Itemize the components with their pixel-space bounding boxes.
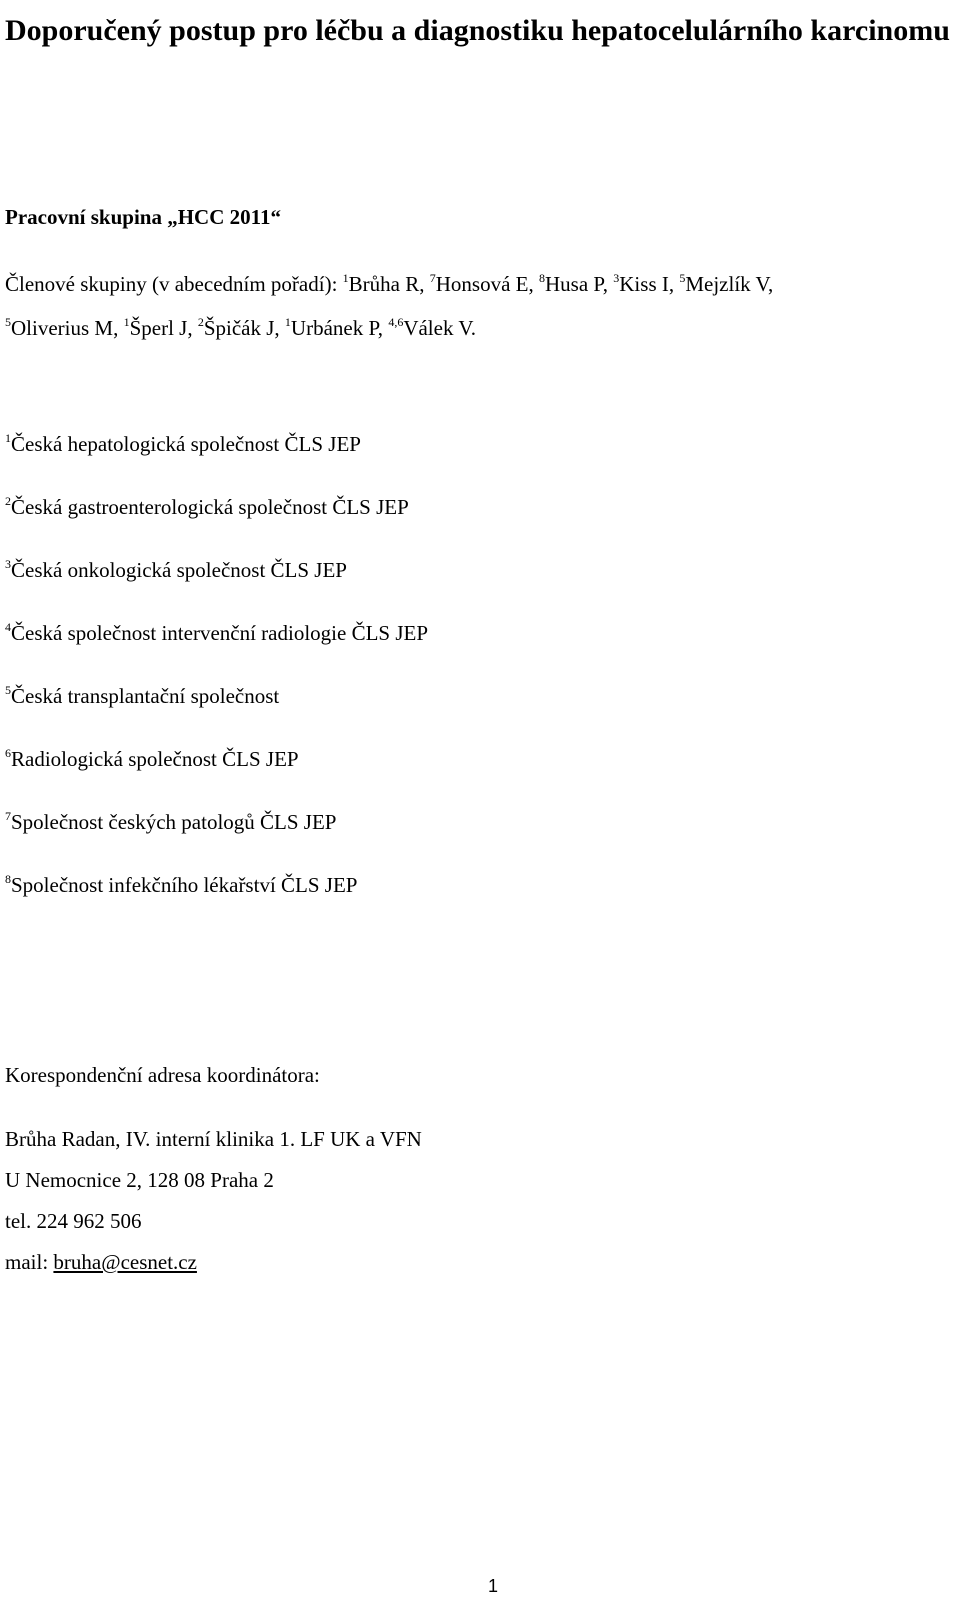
affiliation-item [5, 871, 357, 899]
member-name: Brůha R, [348, 272, 430, 296]
member-affiliation-number: 5 [679, 271, 686, 285]
member-name: Válek V. [403, 316, 477, 340]
affiliation-number: 5 [5, 683, 11, 697]
contact-name-line: Brůha Radan, IV. interní klinika 1. LF UK a VFN [5, 1127, 422, 1151]
affiliation-number: 3 [5, 557, 11, 571]
affiliation-number: 4 [5, 620, 11, 634]
member-name: Kiss I, [619, 272, 680, 296]
members-intro: Členové skupiny (v abecedním pořadí): [5, 272, 343, 296]
email-link[interactable]: bruha@cesnet.cz [53, 1250, 197, 1274]
affiliation-item [5, 619, 428, 647]
affiliation-number: 6 [5, 746, 11, 760]
member-name: Urbánek P, [290, 316, 389, 340]
affiliation-text: Česká gastroenterologická společnost ČLS JEP [11, 495, 409, 519]
affiliation-item [5, 808, 336, 836]
page-number: 1 [488, 1576, 499, 1596]
affiliation-text: Česká společnost intervenční radiologie ČLS JEP [11, 621, 429, 645]
member-name: Honsová E, [435, 272, 539, 296]
member-name: Mejzlík V, [685, 272, 774, 296]
affiliation-text: Česká transplantační společnost [11, 684, 280, 708]
document-title: Doporučený postup pro léčbu a diagnostiku hepatocelulárního karcinomu [5, 14, 950, 47]
members-list [5, 262, 955, 350]
member-affiliation-number: 1 [342, 271, 349, 285]
affiliation-item [5, 745, 299, 773]
affiliation-number: 8 [5, 872, 11, 886]
affiliation-number: 1 [5, 431, 11, 445]
contact-address-line: U Nemocnice 2, 128 08 Praha 2 [5, 1168, 274, 1192]
member-name: Špičák J, [203, 316, 285, 340]
affiliation-text: Společnost infekčního lékařství ČLS JEP [11, 873, 358, 897]
affiliation-text: Společnost českých patologů ČLS JEP [11, 810, 337, 834]
affiliation-text: Radiologická společnost ČLS JEP [11, 747, 299, 771]
affiliation-item [5, 556, 347, 584]
mail-label: mail: [5, 1250, 54, 1274]
member-name: Husa P, [545, 272, 614, 296]
affiliation-number: 7 [5, 809, 11, 823]
affiliation-item [5, 682, 279, 710]
member-name: Oliverius M, [11, 316, 124, 340]
affiliation-text: Česká onkologická společnost ČLS JEP [11, 558, 347, 582]
member-affiliation-number: 3 [613, 271, 620, 285]
member-affiliation-number: 7 [429, 271, 436, 285]
working-group-heading: Pracovní skupina „HCC 2011“ [5, 205, 281, 229]
affiliation-item [5, 493, 409, 521]
contact-heading: Korespondenční adresa koordinátora: [5, 1063, 320, 1087]
member-affiliation-number: 1 [123, 315, 130, 329]
contact-phone-line: tel. 224 962 506 [5, 1209, 142, 1233]
affiliation-number: 2 [5, 494, 11, 508]
affiliation-text: Česká hepatologická společnost ČLS JEP [11, 432, 361, 456]
member-affiliation-number: 8 [539, 271, 545, 285]
affiliation-item [5, 430, 361, 458]
member-name: Šperl J, [129, 316, 198, 340]
member-affiliation-number: 1 [284, 315, 291, 329]
contact-mail-line [5, 1248, 197, 1276]
member-affiliation-number: 2 [197, 315, 204, 329]
member-affiliation-number: 5 [5, 315, 11, 329]
member-affiliation-number: 4,6 [388, 315, 404, 329]
